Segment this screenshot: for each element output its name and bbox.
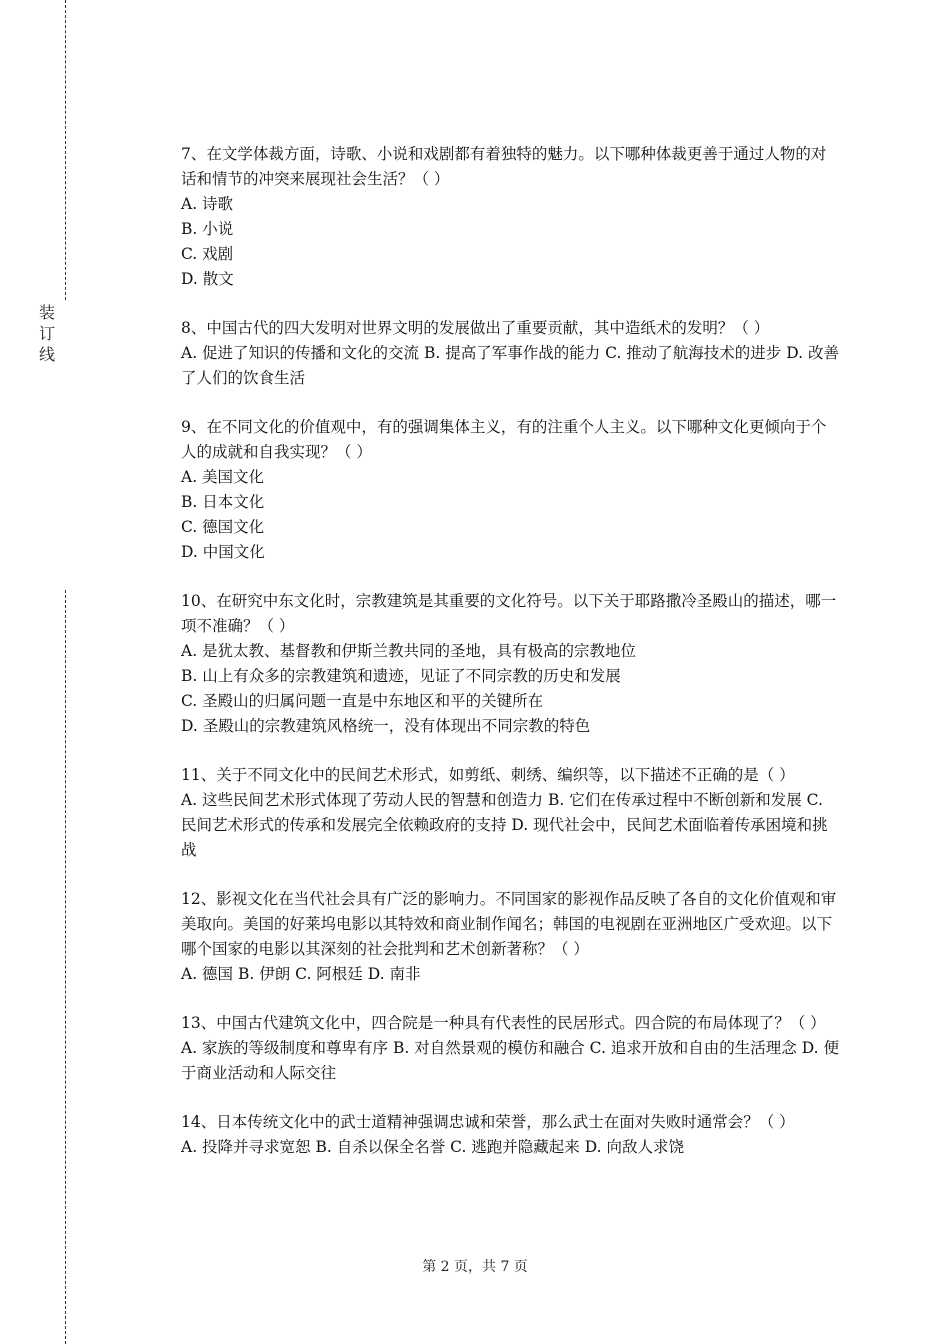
binding-dashed-line-top [65,0,66,300]
option-a: A. 是犹太教、基督教和伊斯兰教共同的圣地，具有极高的宗教地位 [181,642,637,660]
option-b: B. 小说 [181,220,234,238]
option-d: D. 中国文化 [181,543,265,561]
binding-label-char: 订 [38,324,55,343]
question-options-inline: A. 德国 B. 伊朗 C. 阿根廷 D. 南非 [181,965,421,983]
question-stem: 14、日本传统文化中的武士道精神强调忠诚和荣誉，那么武士在面对失败时通常会？（ ） [181,1113,795,1131]
binding-label-char: 线 [38,345,55,364]
question-list [181,142,841,1184]
question-stem: 13、中国古代建筑文化中，四合院是一种具有代表性的民居形式。四合院的布局体现了？（ ） [181,1014,826,1032]
question-options-inline: A. 促进了知识的传播和文化的交流 B. 提高了军事作战的能力 C. 推动了航海技术的进步 D. 改善了人们的饮食生活 [181,344,839,387]
question-8 [181,316,841,391]
question-stem: 9、在不同文化的价值观中，有的强调集体主义，有的注重个人主义。以下哪种文化更倾向于个人的成就和自我实现？（ ） [181,418,827,461]
option-d: D. 圣殿山的宗教建筑风格统一，没有体现出不同宗教的特色 [181,717,591,735]
option-b: B. 日本文化 [181,493,265,511]
binding-label [37,302,57,365]
option-a: A. 美国文化 [181,468,265,486]
question-stem: 12、影视文化在当代社会具有广泛的影响力。不同国家的影视作品反映了各自的文化价值观和审美取向。美国的好莱坞电影以其特效和商业制作闻名；韩国的电视剧在亚洲地区广受欢迎。以下哪个国家的电影以其深刻的社会批判和艺术创新著称？（ ） [181,890,837,958]
question-10 [181,589,841,739]
page-number: 第 2 页，共 7 页 [422,1259,528,1275]
question-7 [181,142,841,292]
option-a: A. 诗歌 [181,195,234,213]
option-b: B. 山上有众多的宗教建筑和遗迹，见证了不同宗教的历史和发展 [181,667,621,685]
question-12 [181,887,841,987]
option-c: C. 戏剧 [181,245,234,263]
question-9 [181,415,841,565]
option-c: C. 德国文化 [181,518,265,536]
question-stem: 11、关于不同文化中的民间艺术形式，如剪纸、刺绣、编织等，以下描述不正确的是（ ） [181,766,795,784]
question-11 [181,763,841,863]
binding-label-char: 装 [38,303,55,322]
question-13 [181,1011,841,1086]
question-options-inline: A. 投降并寻求宽恕 B. 自杀以保全名誉 C. 逃跑并隐藏起来 D. 向敌人求饶 [181,1138,684,1156]
question-14 [181,1110,841,1160]
question-stem: 10、在研究中东文化时，宗教建筑是其重要的文化符号。以下关于耶路撒冷圣殿山的描述，哪一项不准确？（ ） [181,592,837,635]
option-c: C. 圣殿山的归属问题一直是中东地区和平的关键所在 [181,692,544,710]
question-options-inline: A. 这些民间艺术形式体现了劳动人民的智慧和创造力 B. 它们在传承过程中不断创新和发展 C. 民间艺术形式的传承和发展完全依赖政府的支持 D. 现代社会中，民间艺术面临着传承困境和挑战 [181,791,828,859]
question-stem: 8、中国古代的四大发明对世界文明的发展做出了重要贡献，其中造纸术的发明？（ ） [181,319,770,337]
binding-dashed-line-bottom [65,590,66,1344]
question-stem: 7、在文学体裁方面，诗歌、小说和戏剧都有着独特的魅力。以下哪种体裁更善于通过人物的对话和情节的冲突来展现社会生活？（ ） [181,145,827,188]
question-options-inline: A. 家族的等级制度和尊卑有序 B. 对自然景观的模仿和融合 C. 追求开放和自由的生活理念 D. 便于商业活动和人际交往 [181,1039,839,1082]
option-d: D. 散文 [181,270,234,288]
